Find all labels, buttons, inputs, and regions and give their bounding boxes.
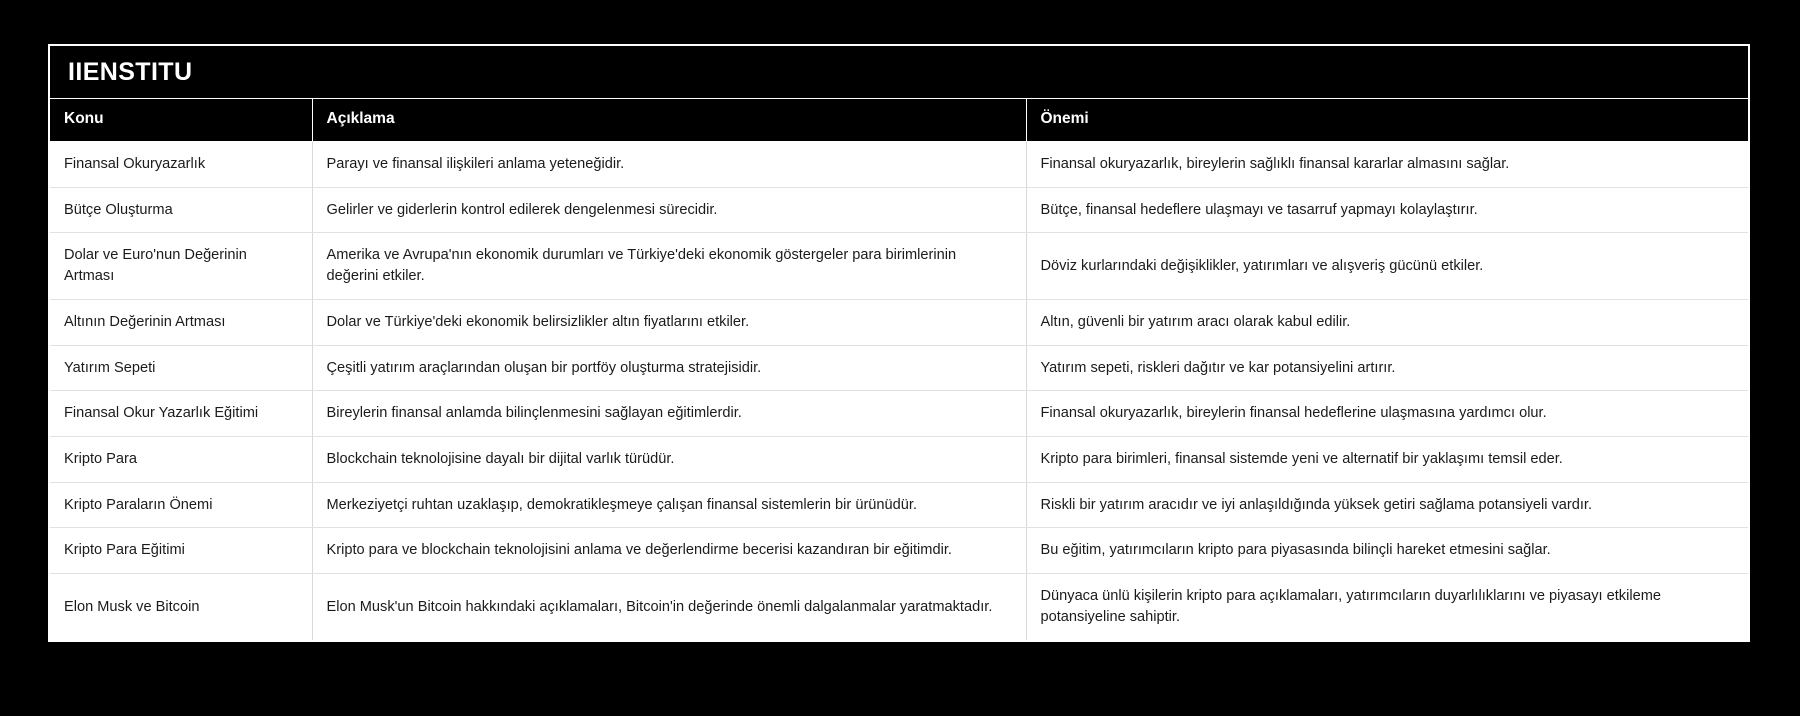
cell-aciklama: Merkeziyetçi ruhtan uzaklaşıp, demokratikleşmeye çalışan finansal sistemlerin bir ürünüdür. [312,482,1026,528]
cell-aciklama: Amerika ve Avrupa'nın ekonomik durumları ve Türkiye'deki ekonomik göstergeler para birimlerinin değerini etkiler. [312,233,1026,299]
cell-aciklama: Gelirler ve giderlerin kontrol edilerek dengelenmesi sürecidir. [312,187,1026,233]
cell-konu: Kripto Paraların Önemi [50,482,312,528]
cell-aciklama: Parayı ve finansal ilişkileri anlama yeteneğidir. [312,142,1026,188]
column-header-onemi: Önemi [1026,99,1748,142]
table-row [50,528,1748,574]
brand-bar [50,46,1748,99]
cell-onemi: Bütçe, finansal hedeflere ulaşmayı ve tasarruf yapmayı kolaylaştırır. [1026,187,1748,233]
cell-onemi: Döviz kurlarındaki değişiklikler, yatırımları ve alışveriş gücünü etkiler. [1026,233,1748,299]
table-row [50,299,1748,345]
cell-konu: Elon Musk ve Bitcoin [50,574,312,640]
cell-konu: Bütçe Oluşturma [50,187,312,233]
cell-aciklama: Çeşitli yatırım araçlarından oluşan bir portföy oluşturma stratejisidir. [312,345,1026,391]
table-row [50,233,1748,299]
table-header-row [50,99,1748,142]
content-table [50,99,1748,640]
cell-aciklama: Kripto para ve blockchain teknolojisini anlama ve değerlendirme becerisi kazandıran bir eğitimdir. [312,528,1026,574]
cell-konu: Finansal Okuryazarlık [50,142,312,188]
table-body [50,142,1748,640]
cell-aciklama: Dolar ve Türkiye'deki ekonomik belirsizlikler altın fiyatlarını etkiler. [312,299,1026,345]
table-row [50,345,1748,391]
cell-onemi: Dünyaca ünlü kişilerin kripto para açıklamaları, yatırımcıların duyarlılıklarını ve piyasayı etkileme potansiyeline sahiptir. [1026,574,1748,640]
cell-konu: Dolar ve Euro'nun Değerinin Artması [50,233,312,299]
cell-onemi: Riskli bir yatırım aracıdır ve iyi anlaşıldığında yüksek getiri sağlama potansiyeli vardır. [1026,482,1748,528]
cell-aciklama: Elon Musk'un Bitcoin hakkındaki açıklamaları, Bitcoin'in değerinde önemli dalgalanmalar yaratmaktadır. [312,574,1026,640]
cell-konu: Kripto Para Eğitimi [50,528,312,574]
cell-aciklama: Bireylerin finansal anlamda bilinçlenmesini sağlayan eğitimlerdir. [312,391,1026,437]
table-row [50,574,1748,640]
table-row [50,142,1748,188]
cell-konu: Yatırım Sepeti [50,345,312,391]
cell-onemi: Kripto para birimleri, finansal sistemde yeni ve alternatif bir yaklaşımı temsil eder. [1026,437,1748,483]
cell-konu: Finansal Okur Yazarlık Eğitimi [50,391,312,437]
cell-onemi: Yatırım sepeti, riskleri dağıtır ve kar potansiyelini artırır. [1026,345,1748,391]
cell-onemi: Bu eğitim, yatırımcıların kripto para piyasasında bilinçli hareket etmesini sağlar. [1026,528,1748,574]
cell-aciklama: Blockchain teknolojisine dayalı bir dijital varlık türüdür. [312,437,1026,483]
table-row [50,482,1748,528]
column-header-aciklama: Açıklama [312,99,1026,142]
cell-onemi: Altın, güvenli bir yatırım aracı olarak kabul edilir. [1026,299,1748,345]
cell-onemi: Finansal okuryazarlık, bireylerin finansal hedeflerine ulaşmasına yardımcı olur. [1026,391,1748,437]
cell-konu: Kripto Para [50,437,312,483]
cell-onemi: Finansal okuryazarlık, bireylerin sağlıklı finansal kararlar almasını sağlar. [1026,142,1748,188]
table-row [50,391,1748,437]
table-header [50,99,1748,142]
brand-title: IIENSTITU [68,57,193,86]
cell-konu: Altının Değerinin Artması [50,299,312,345]
table-row [50,437,1748,483]
table-card [48,44,1750,642]
table-row [50,187,1748,233]
column-header-konu: Konu [50,99,312,142]
